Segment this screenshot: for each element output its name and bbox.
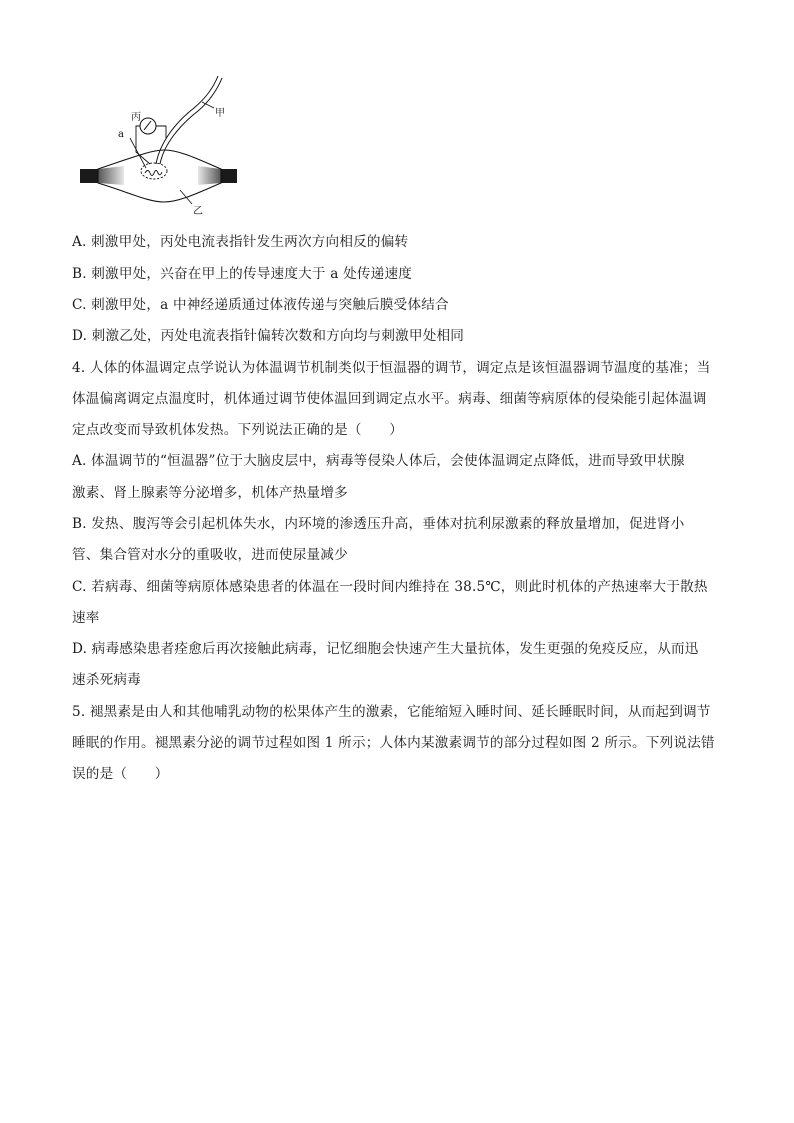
- label-jia: 甲: [215, 108, 225, 119]
- q5-stem-line: 误的是（ ）: [72, 766, 169, 782]
- q5-stem-line: 5. 褪黑素是由人和其他哺乳动物的松果体产生的激素，它能缩短入睡时间、延长睡眠时间，从而起到调节: [72, 704, 711, 720]
- nerve-endings: [145, 171, 162, 176]
- q4-option-b-line: 管、集合管对水分的重吸收，进而使尿量减少: [72, 547, 348, 563]
- q4-stem-line: 定点改变而导致机体发热。下列说法正确的是（ ）: [72, 422, 404, 438]
- galvanometer-bing: [140, 118, 156, 134]
- left-bone: [80, 169, 98, 183]
- q3-option-a: A. 刺激甲处，丙处电流表指针发生两次方向相反的偏转: [72, 234, 409, 250]
- q4-stem-line: 体温偏离调定点温度时，机体通过调节使体温回到调定点水平。病毒、细菌等病原体的侵染能引起体温调: [72, 391, 707, 407]
- right-bone: [221, 169, 237, 183]
- q4-option-a-line: 激素、肾上腺素等分泌增多，机体产热量增多: [72, 485, 348, 501]
- q4-option-c-line: 速率: [72, 610, 100, 626]
- q3-option-d: D. 刺激乙处，丙处电流表指针偏转次数和方向均与刺激甲处相同: [72, 328, 465, 344]
- q3-option-c: C. 刺激甲处，a 中神经递质通过体液传递与突触后膜受体结合: [72, 297, 449, 313]
- label-a: a: [118, 129, 124, 140]
- pointer-a: [130, 138, 146, 168]
- q4-option-d-line: 速杀死病毒: [72, 672, 141, 688]
- q3-option-b: B. 刺激甲处，兴奋在甲上的传导速度大于 a 处传递速度: [72, 266, 413, 282]
- q4-option-b-line: B. 发热、腹泻等会引起机体失水，内环境的渗透压升高，垂体对抗利尿激素的释放量增加，促进肾小: [72, 516, 685, 532]
- q5-stem-line: 睡眠的作用。褪黑素分泌的调节过程如图 1 所示；人体内某激素调节的部分过程如图 2 所示。下列说法错: [72, 735, 715, 751]
- q4-option-d-line: D. 病毒感染患者痊愈后再次接触此病毒，记忆细胞会快速产生大量抗体，发生更强的免疫反应，从而迅: [72, 641, 699, 657]
- pointer-yi: [180, 190, 192, 204]
- q4-option-a-line: A. 体温调节的“恒温器”位于大脑皮层中，病毒等侵染人体后，会使体温调定点降低，进而导致甲状腺: [72, 453, 685, 469]
- galvanometer-wire-right: [156, 126, 166, 138]
- q4-stem-line: 4. 人体的体温调定点学说认为体温调节机制类似于恒温器的调节，调定点是该恒温器调节温度的基准；当: [72, 360, 711, 376]
- left-tendon: [98, 166, 124, 185]
- label-bing: 丙: [131, 112, 141, 123]
- right-tendon: [198, 166, 221, 185]
- nerve-fiber-jia-outline: [160, 78, 222, 164]
- nerve-muscle-figure: [76, 72, 248, 220]
- label-yi: 乙: [193, 206, 203, 217]
- nerve-muscle-diagram: [76, 72, 248, 220]
- q4-option-c-line: C. 若病毒、细菌等病原体感染患者的体温在一段时间内维持在 38.5℃，则此时机体的产热速率大于散热: [72, 579, 708, 595]
